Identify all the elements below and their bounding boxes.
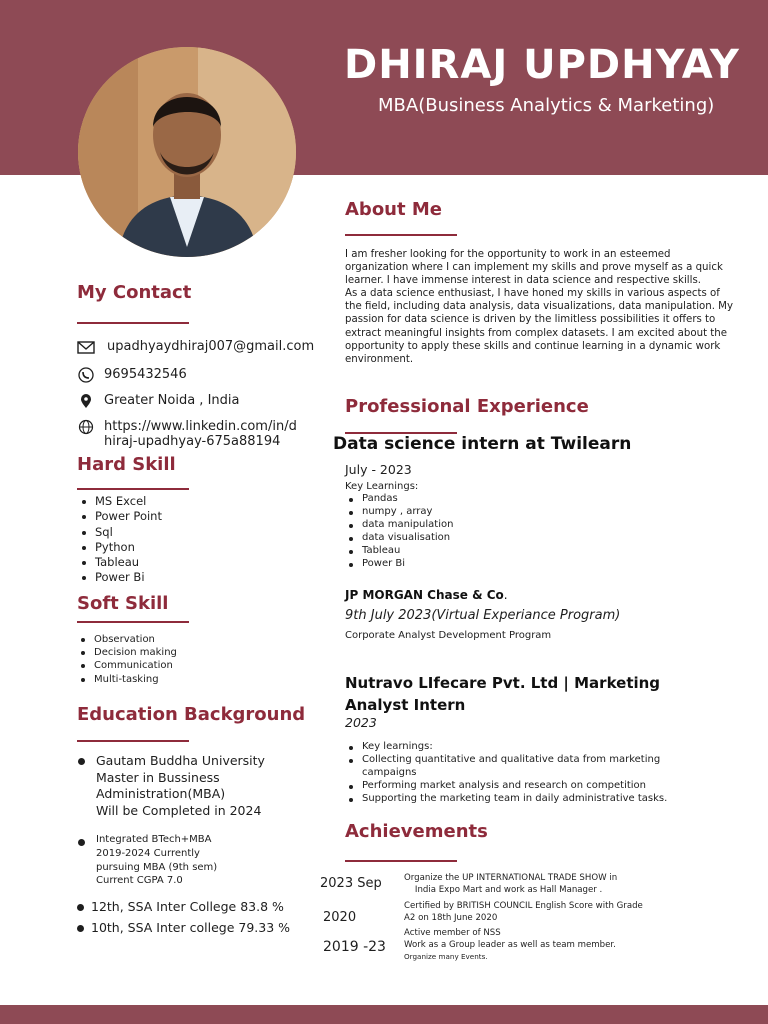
job-2-title-dot: . <box>503 588 508 602</box>
education-10th-text: 10th, SSA Inter college 79.33 % <box>91 920 291 935</box>
contact-linkedin-link[interactable] <box>104 419 297 449</box>
job-1-learn-label: Key Learnings: <box>345 481 419 492</box>
about-text <box>345 248 735 366</box>
job-1-learning-item: Pandas <box>345 493 453 506</box>
hard-skill-item: MS Excel <box>78 494 162 509</box>
education-item-mba <box>78 753 265 819</box>
achievement-2-line-2: A2 on 18th June 2020 <box>404 912 498 923</box>
hard-skill-item: Tableau <box>78 555 162 570</box>
soft-skill-item: Observation <box>77 633 177 646</box>
candidate-name: DHIRAJ UPDHYAY <box>344 42 740 88</box>
job-1-learning-item: numpy , array <box>345 506 453 519</box>
mail-icon <box>77 339 95 355</box>
contact-location-row <box>77 393 239 409</box>
job-1-learning-item: data manipulation <box>345 519 453 532</box>
job-3-learnings <box>345 741 695 806</box>
job-1-learning-item: data visualisation <box>345 532 453 545</box>
contact-email-row <box>77 339 314 355</box>
contact-email[interactable]: upadhyaydhiraj007@gmail.com <box>107 339 315 354</box>
achievement-3-year: 2019 -23 <box>323 939 386 955</box>
job-2-date: 9th July 2023(Virtual Experiance Program) <box>345 608 621 623</box>
about-paragraph-1: I am fresher looking for the opportunity to work in an esteemed organization where I can implement my skills and prove myself as a quick learner. I have immense interest in data science and respective skills. <box>345 249 723 287</box>
achievement-1-line-1: Organize the UP INTERNATIONAL TRADE SHOW in <box>404 873 618 883</box>
linkedin-line-1: https://www.linkedin.com/in/d <box>104 419 297 434</box>
hard-skill-rule <box>77 488 189 490</box>
achievements-heading: Achievements <box>345 821 488 842</box>
location-pin-icon <box>77 393 95 409</box>
phone-icon <box>77 367 95 383</box>
job-1-learning-item: Tableau <box>345 545 453 558</box>
job-2-title-text: JP MORGAN Chase & Co <box>345 588 504 602</box>
job-2-description: Corporate Analyst Development Program <box>345 630 552 641</box>
job-3-learning-item: Collecting quantitative and qualitative data from marketing campaigns <box>345 754 695 780</box>
achievement-2-year: 2020 <box>323 910 357 925</box>
soft-skill-item: Decision making <box>77 646 177 659</box>
contact-location: Greater Noida , India <box>104 393 240 408</box>
job-3-title-line-1: Nutravo LIfecare Pvt. Ltd | Marketing <box>345 674 661 692</box>
hard-skill-list <box>78 494 162 586</box>
job-1-title: Data science intern at Twilearn <box>333 434 632 454</box>
achievement-1-description <box>404 873 734 896</box>
achievement-3-line-3: Organize many Events. <box>404 952 488 961</box>
about-heading: About Me <box>345 199 442 220</box>
achievement-3-line-1: Active member of NSS <box>404 928 501 938</box>
achievement-3-line-2: Work as a Group leader as well as team member. <box>404 939 616 950</box>
job-3-learning-item: Supporting the marketing team in daily administrative tasks. <box>345 793 695 806</box>
soft-skill-rule <box>77 621 189 623</box>
profile-photo-image <box>78 47 296 257</box>
linkedin-line-2: hiraj-upadhyay-675a88194 <box>104 434 281 449</box>
education-12th-text: 12th, SSA Inter College 83.8 % <box>91 899 284 914</box>
education-item-10th <box>77 920 290 936</box>
achievement-1-year: 2023 Sep <box>320 876 382 891</box>
job-3-learning-item: Key learnings: <box>345 741 695 754</box>
education-heading: Education Background <box>77 704 306 725</box>
profile-photo <box>78 47 296 257</box>
soft-skill-item: Multi-tasking <box>77 673 177 686</box>
education-btech-text: Integrated BTech+MBA 2019-2024 Currently pursuing MBA (9th sem) Current CGPA 7.0 <box>96 834 218 887</box>
about-paragraph-2: As a data science enthusiast, I have honed my skills in various aspects of the field, including data analysis, data visualizations, data manipulation. My passion for data science is driven by the limitless possibilities it offers to extract meaningful insights from complex datasets. I am excited about the opportunity to apply these skills and continue learning in a dynamic work environment. <box>345 288 734 365</box>
soft-skill-list <box>77 633 177 686</box>
education-rule <box>77 740 189 742</box>
achievement-2-description <box>404 901 744 924</box>
hard-skill-item: Power Bi <box>78 570 162 585</box>
job-3-title <box>345 672 660 716</box>
contact-heading: My Contact <box>77 282 192 303</box>
experience-heading: Professional Experience <box>345 396 589 417</box>
education-item-12th <box>77 899 284 915</box>
job-2-title <box>345 588 508 602</box>
education-item-btech <box>78 833 217 888</box>
contact-phone-row <box>77 367 187 383</box>
hard-skill-item: Python <box>78 540 162 555</box>
contact-phone: 9695432546 <box>104 367 187 382</box>
bullet-dot <box>78 839 85 846</box>
candidate-degree: MBA(Business Analytics & Marketing) <box>378 95 715 116</box>
contact-linkedin-row <box>77 419 297 449</box>
about-rule <box>345 234 457 236</box>
achievements-rule <box>345 860 457 862</box>
job-3-title-line-2: Analyst Intern <box>345 696 466 714</box>
job-3-date: 2023 <box>345 715 377 730</box>
job-3-learning-item: Performing market analysis and research on competition <box>345 780 695 793</box>
soft-skill-heading: Soft Skill <box>77 593 169 614</box>
globe-icon <box>77 419 95 435</box>
hard-skill-item: Power Point <box>78 509 162 524</box>
bullet-dot <box>78 758 85 765</box>
job-1-date: July - 2023 <box>345 462 412 477</box>
soft-skill-item: Communication <box>77 659 177 672</box>
contact-heading-rule <box>77 322 189 324</box>
education-mba-text: Gautam Buddha University Master in Bussiness Administration(MBA) Will be Completed in 2024 <box>96 753 265 818</box>
bullet-dot <box>77 925 84 932</box>
hard-skill-heading: Hard Skill <box>77 454 176 475</box>
hard-skill-item: Sql <box>78 525 162 540</box>
footer-band <box>0 1005 768 1024</box>
achievement-1-line-2: India Expo Mart and work as Hall Manager . <box>404 884 603 895</box>
job-1-learning-item: Power Bi <box>345 558 453 571</box>
job-1-learnings <box>345 493 453 570</box>
bullet-dot <box>77 904 84 911</box>
achievement-2-line-1: Certified by BRITISH COUNCIL English Score with Grade <box>404 901 643 911</box>
achievement-3-description <box>404 928 744 963</box>
